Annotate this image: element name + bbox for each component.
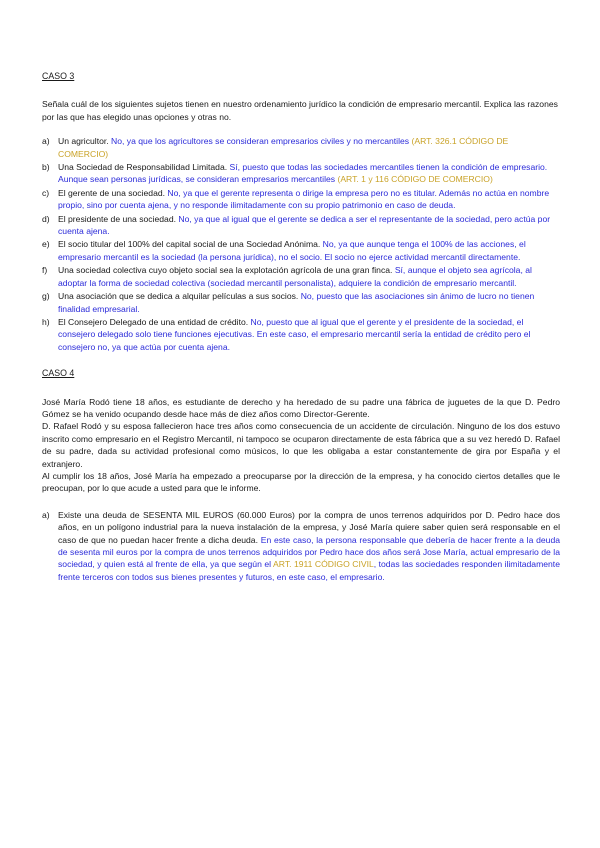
item-text	[58, 316, 560, 353]
narrative-paragraph: D. Rafael Rodó y su esposa fallecieron hace tres años como consecuencia de un accidente de circulación. Ninguno de los dos estuvo inscrito como empresario en el Registro Mercantil, ni tampoco se ocuparon directamente de esta fábrica que a su vez heredó D. Rafael de su padre, dada su actividad profesional como músicos, lo que les obligaba a estar constantemente de gira por España y el extranjero.	[42, 421, 560, 469]
item-reference: (ART. 326.1 CÓDIGO DE COMERCIO)	[58, 136, 509, 159]
item-letter: d)	[42, 213, 50, 224]
item-answer-continued: , todas las sociedades responden ilimitadamente frente terceros con todos sus bienes presentes y futuros, en este caso, el empresario.	[58, 559, 560, 582]
item-answer: No, ya que los agricultores se consideran empresarios civiles y no mercantiles	[111, 136, 412, 147]
caso3-list	[42, 135, 560, 353]
item-answer: No, ya que el gerente representa o dirige la empresa pero no es titular. Además no actúa en nombre propio, sino por cuenta ajena, y no responde ilimitadamente con su propio patrimonio en caso de deuda.	[58, 187, 550, 211]
list-item	[42, 238, 560, 263]
list-item	[42, 316, 560, 353]
item-question: Una asociación que se dedica a alquilar películas a sus socios.	[58, 291, 301, 302]
item-text	[58, 187, 560, 212]
item-letter: a)	[42, 136, 50, 147]
narrative-paragraph: Al cumplir los 18 años, José María ha empezado a preocuparse por la dirección de la empresa, y ha conocido ciertos detalles que le preocupan, por lo que acude a usted para que le informe.	[42, 470, 560, 494]
list-item	[42, 264, 560, 289]
item-text	[58, 135, 560, 160]
item-question: El socio titular del 100% del capital social de una Sociedad Anónima.	[58, 239, 323, 250]
item-reference: ART. 1911 CÓDIGO CIVIL	[273, 559, 374, 570]
item-text	[58, 290, 560, 315]
item-answer: No, puesto que al igual que el gerente y el presidente de la sociedad, el consejero delegado solo tiene funciones ejecutivas. En este caso, el empresario mercantil sería la entidad de crédito pero el consejero no, ya que actúa por cuenta ajena.	[58, 316, 531, 352]
caso4-narrative	[42, 396, 560, 495]
item-reference: (ART. 1 y 116 CÓDIGO DE COMERCIO)	[337, 174, 493, 185]
list-item	[42, 509, 560, 583]
item-letter: g)	[42, 291, 50, 302]
item-text	[58, 238, 560, 263]
item-letter: e)	[42, 239, 50, 250]
list-item	[42, 135, 560, 160]
item-question: El Consejero Delegado de una entidad de crédito.	[58, 316, 251, 327]
narrative-paragraph: José María Rodó tiene 18 años, es estudiante de derecho y ha heredado de su padre una fábrica de juguetes de la que D. Pedro Gómez se ha venido ocupando desde hace más de diez años como Director-Gerente.	[42, 396, 560, 419]
item-text	[58, 264, 560, 289]
item-question: Un agricultor.	[58, 136, 112, 147]
item-letter: h)	[42, 316, 50, 327]
item-answer: No, ya que al igual que el gerente se dedica a ser el representante de la sociedad, pero actúa por cuenta ajena.	[58, 213, 551, 237]
item-letter: f)	[42, 265, 48, 276]
item-answer: Sí, aunque el objeto sea agrícola, al adoptar la forma de sociedad colectiva (sociedad mercantil personalista), adquiere la condición de empresario mercantil.	[58, 265, 532, 288]
item-text	[58, 213, 560, 238]
list-item	[42, 161, 560, 186]
item-question: El presidente de una sociedad.	[58, 213, 179, 224]
item-text	[58, 509, 560, 583]
list-item	[42, 213, 560, 238]
item-letter: b)	[42, 162, 50, 173]
item-question: El gerente de una sociedad.	[58, 187, 168, 198]
caso4-list	[42, 509, 560, 583]
item-answer: En este caso, la persona responsable que debería de hacer frente a la deuda de sesenta mil euros por la compra de unos terrenos adquiridos por Pedro hace dos años será Jose María, actual empresario de la sociedad, y quien está al frente de ella, ya que según el	[58, 534, 561, 570]
item-letter: a)	[42, 509, 50, 520]
list-item	[42, 187, 560, 212]
item-question: Una sociedad colectiva cuyo objeto social sea la explotación agrícola de una gran finca.	[58, 265, 395, 276]
item-answer: No, puesto que las asociaciones sin ánimo de lucro no tienen finalidad empresarial.	[58, 291, 535, 314]
caso4-heading: CASO 4	[42, 368, 75, 379]
item-letter: c)	[42, 187, 50, 198]
item-text	[58, 161, 560, 186]
caso3-intro: Señala cuál de los siguientes sujetos tienen en nuestro ordenamiento jurídico la condición de empresario mercantil. Explica las razones por las que has elegido unas opciones y otras no.	[42, 99, 558, 122]
item-answer: No, ya que aunque tenga el 100% de las acciones, el empresario mercantil es la sociedad (la persona jurídica), no el socio. El socio no ejerce actividad mercantil directamente.	[58, 239, 526, 262]
item-question: Existe una deuda de SESENTA MIL EUROS (60.000 Euros) por la compra de unos terrenos adquiridos por D. Pedro hace dos años, en un polígono industrial para la nueva instalación de la empresa, y José María quiere saber quien será responsable en el caso de que no puedan hacer frente a dicha deuda.	[58, 509, 560, 545]
caso3-heading: CASO 3	[42, 71, 75, 81]
item-answer: Sí, puesto que todas las sociedades mercantiles tienen la condición de empresario. Aunque sean personas jurídicas, se consideran empresarios mercantiles	[58, 162, 548, 185]
item-question: Una Sociedad de Responsabilidad Limitada.	[58, 162, 230, 173]
list-item	[42, 290, 560, 315]
